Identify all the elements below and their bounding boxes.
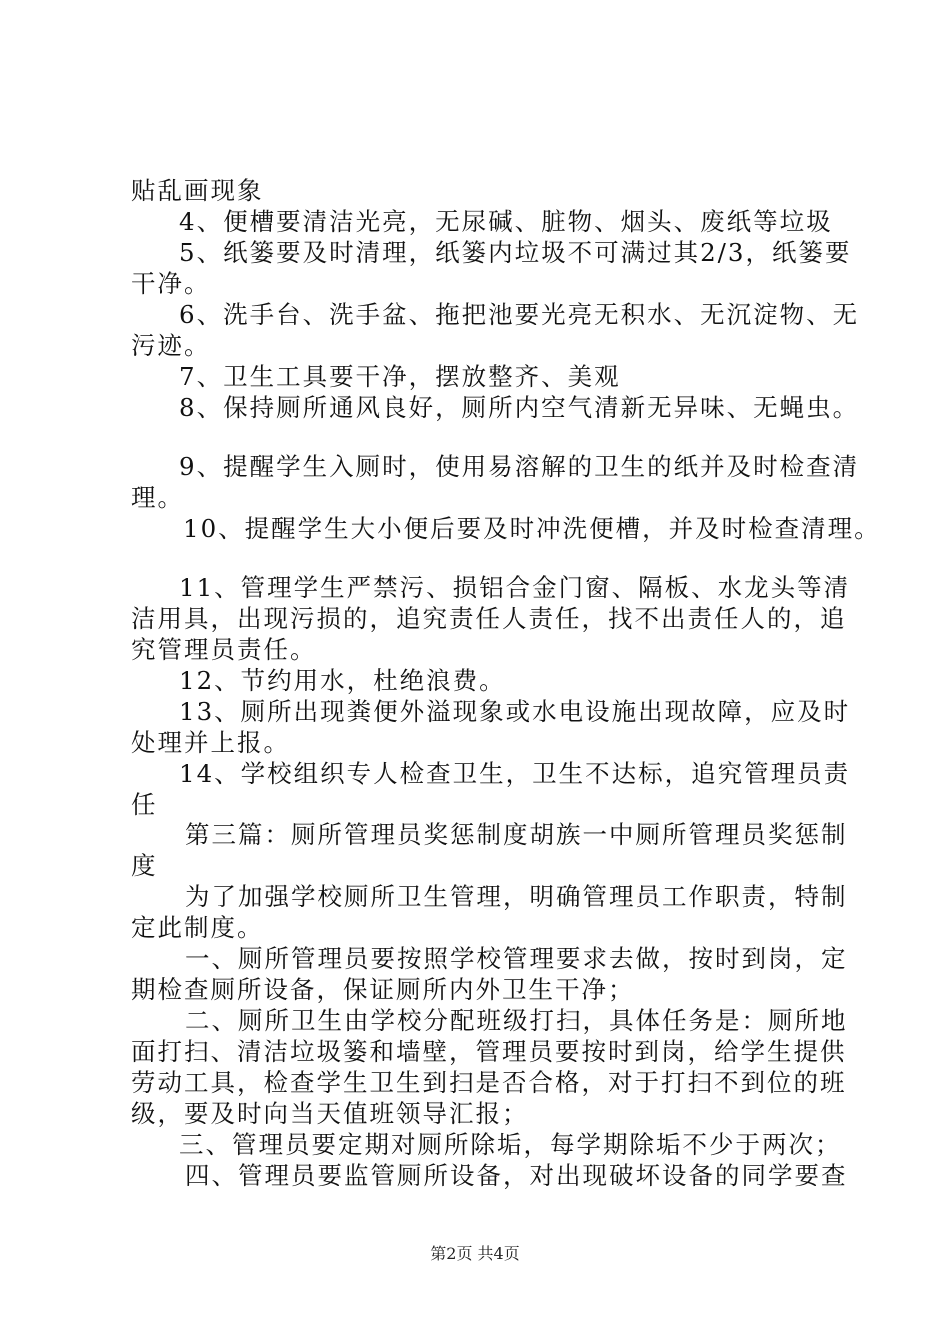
page-footer xyxy=(0,1241,950,1264)
text-line: 究管理员责任。 xyxy=(131,635,317,664)
text-line: 处理并上报。 xyxy=(131,728,290,757)
text-line: 7、卫生工具要干净，摆放整齐、美观 xyxy=(179,362,621,391)
text-line: 干净。 xyxy=(131,269,211,298)
text-line: 9、提醒学生入厕时，使用易溶解的卫生的纸并及时检查清 xyxy=(179,452,860,481)
page-number: 第2页 共4页 xyxy=(430,1244,520,1263)
text-line: 8、保持厕所通风良好，厕所内空气清新无异味、无蝇虫。 xyxy=(179,393,860,422)
text-line: 任 xyxy=(131,790,158,819)
text-line: 级，要及时向当天值班领导汇报； xyxy=(131,1099,529,1128)
text-line: 面打扫、清洁垃圾篓和墙壁，管理员要按时到岗，给学生提供 xyxy=(131,1037,847,1066)
text-line: 期检查厕所设备，保证厕所内外卫生干净； xyxy=(131,975,635,1004)
text-line: 10、提醒学生大小便后要及时冲洗便槽，并及时检查清理。 xyxy=(183,514,881,543)
text-line: 4、便槽要清洁光亮，无尿碱、脏物、烟头、废纸等垃圾 xyxy=(179,207,833,236)
text-line: 为了加强学校厕所卫生管理，明确管理员工作职责，特制 xyxy=(185,882,848,911)
text-line: 劳动工具，检查学生卫生到扫是否合格，对于打扫不到位的班 xyxy=(131,1068,847,1097)
text-line: 定此制度。 xyxy=(131,913,264,942)
text-line: 6、洗手台、洗手盆、拖把池要光亮无积水、无沉淀物、无 xyxy=(179,300,860,329)
text-line: 三、管理员要定期对厕所除垢，每学期除垢不少于两次； xyxy=(179,1130,842,1159)
text-line: 5、纸篓要及时清理，纸篓内垃圾不可满过其2/3，纸篓要 xyxy=(179,238,852,267)
text-line: 洁用具，出现污损的，追究责任人责任，找不出责任人的，追 xyxy=(131,604,847,633)
text-line: 11、管理学生严禁污、损铝合金门窗、隔板、水龙头等清 xyxy=(179,573,851,602)
text-line: 一、厕所管理员要按照学校管理要求去做，按时到岗，定 xyxy=(185,944,848,973)
text-line: 度 xyxy=(131,851,158,880)
text-line: 四、管理员要监管厕所设备，对出现破坏设备的同学要查 xyxy=(185,1161,848,1190)
text-line: 污迹。 xyxy=(131,331,211,360)
text-line: 12、节约用水，杜绝浪费。 xyxy=(179,666,506,695)
text-line: 13、厕所出现粪便外溢现象或水电设施出现故障，应及时 xyxy=(179,697,851,726)
text-line: 第三篇：厕所管理员奖惩制度胡族一中厕所管理员奖惩制 xyxy=(185,820,848,849)
text-line: 贴乱画现象 xyxy=(131,176,264,205)
text-line: 14、学校组织专人检查卫生，卫生不达标，追究管理员责 xyxy=(179,759,851,788)
text-line: 二、厕所卫生由学校分配班级打扫，具体任务是：厕所地 xyxy=(185,1006,848,1035)
text-line: 理。 xyxy=(131,483,184,512)
